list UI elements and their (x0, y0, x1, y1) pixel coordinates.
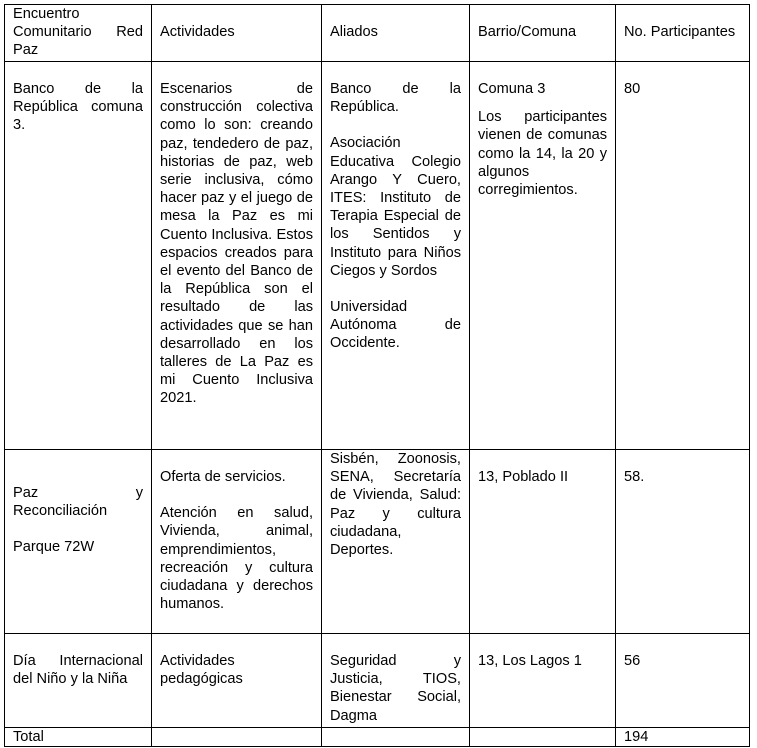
total-empty (322, 728, 470, 747)
cell-aliados: Seguridad y Justicia, TIOS, Bienestar Social, Dagma (322, 634, 470, 728)
cell-actividades: Escenarios de construcción colectiva como lo son: creando paz, tendedero de paz, historias de paz, web serie inclusiva, cómo hacer paz y el juego de mesa la Paz es mi Cuento Inclusiva. Estos espacios creados para el evento del Banco de la República son el resultado de las actividades que se han desarrollado en los talleres de La Paz es mi Cuento Inclusiva 2021. (152, 62, 322, 450)
cell-aliados: Sisbén, Zoonosis, SENA, Secretaría de Vivienda, Salud: Paz y cultura ciudadana, Deportes. (322, 450, 470, 634)
cell-participantes: 58. (616, 450, 750, 634)
cell-participantes: 80 (616, 62, 750, 450)
cell-participantes: 56 (616, 634, 750, 728)
cell-encuentro: Día Internacional del Niño y la Niña (5, 634, 152, 728)
table-row (5, 634, 750, 728)
total-empty (152, 728, 322, 747)
cell-actividades: Oferta de servicios. Atención en salud, Vivienda, animal, emprendimientos, recreación y cultura ciudadana y derechos humanos. (152, 450, 322, 634)
total-label: Total (5, 728, 152, 747)
cell-encuentro: Paz y Reconciliación Parque 72W (5, 450, 152, 634)
cell-barrio: 13, Los Lagos 1 (470, 634, 616, 728)
header-barrio: Barrio/Comuna (470, 5, 616, 62)
table-row (5, 450, 750, 634)
cell-encuentro: Banco de la República comuna 3. (5, 62, 152, 450)
total-empty (470, 728, 616, 747)
cell-aliados: Banco de la República. Asociación Educativa Colegio Arango Y Cuero, ITES: Instituto de Terapia Especial de los Sentidos y Instituto para Niños Ciegos y Sordos Universidad Autónoma de Occidente. (322, 62, 470, 450)
header-aliados: Aliados (322, 5, 470, 62)
cell-barrio: Comuna 3 Los participantes vienen de comunas como la 14, la 20 y algunos corregimientos. (470, 62, 616, 450)
total-row (5, 728, 750, 747)
cell-actividades: Actividades pedagógicas (152, 634, 322, 728)
cell-barrio: 13, Poblado II (470, 450, 616, 634)
header-actividades: Actividades (152, 5, 322, 62)
total-participantes: 194 (616, 728, 750, 747)
header-participantes: No. Participantes (616, 5, 750, 62)
participants-table (4, 4, 750, 747)
table-row (5, 62, 750, 450)
header-row (5, 5, 750, 62)
header-encuentro: Encuentro Comunitario Red Paz (5, 5, 152, 62)
